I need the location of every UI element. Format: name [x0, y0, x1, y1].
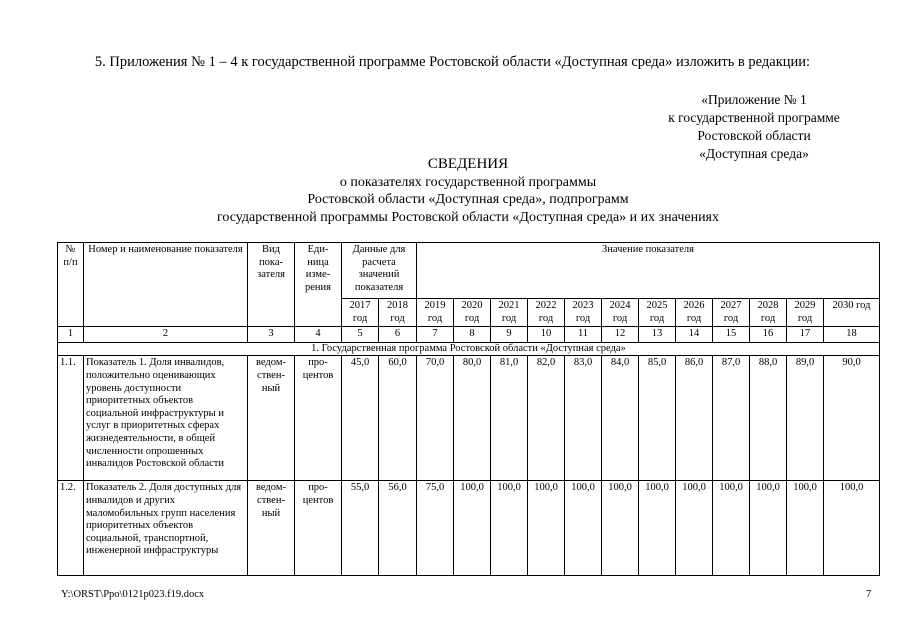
row-value: 86,0	[676, 356, 713, 481]
appendix-line: «Приложение № 1	[701, 92, 807, 107]
column-number: 18	[824, 327, 880, 343]
year-header: 2023 год	[565, 299, 602, 327]
row-kind: ведом-ствен-ный	[248, 481, 295, 576]
row-unit: про-центов	[295, 481, 342, 576]
column-number-row	[58, 327, 880, 343]
row-value: 55,0	[342, 481, 379, 576]
year-header: 2026 год	[676, 299, 713, 327]
row-value: 84,0	[602, 356, 639, 481]
row-value: 70,0	[417, 356, 454, 481]
column-number: 9	[491, 327, 528, 343]
row-value: 45,0	[342, 356, 379, 481]
table-row	[58, 481, 880, 576]
header-name: Номер и наименование показателя	[84, 243, 248, 327]
row-num: 1.2.	[58, 481, 84, 576]
row-value: 75,0	[417, 481, 454, 576]
footer-file-path: Y:\ORST\Ppo\0121p023.f19.docx	[61, 589, 205, 600]
column-number: 14	[676, 327, 713, 343]
row-value: 80,0	[454, 356, 491, 481]
column-number: 15	[713, 327, 750, 343]
row-value: 81,0	[491, 356, 528, 481]
title-line: Ростовской области «Доступная среда», подпрограмм	[307, 192, 629, 207]
appendix-line: Ростовской области	[697, 128, 811, 143]
section-row	[58, 342, 880, 356]
appendix-line: «Доступная среда»	[699, 146, 809, 161]
column-number: 5	[342, 327, 379, 343]
row-value: 87,0	[713, 356, 750, 481]
year-header: 2018 год	[379, 299, 417, 327]
header-unit: Еди-ница изме-рения	[295, 243, 342, 327]
column-number: 3	[248, 327, 295, 343]
year-header: 2025 год	[639, 299, 676, 327]
title-line: государственной программы Ростовской области «Доступная среда» и их значениях	[216, 209, 719, 225]
column-number: 10	[528, 327, 565, 343]
column-number: 8	[454, 327, 491, 343]
header-value: Значение показателя	[417, 243, 880, 299]
appendix-label	[650, 91, 858, 163]
year-header: 2022 год	[528, 299, 565, 327]
row-unit: про-центов	[295, 356, 342, 481]
column-number: 6	[379, 327, 417, 343]
row-value: 83,0	[565, 356, 602, 481]
row-value: 100,0	[565, 481, 602, 576]
column-number: 2	[84, 327, 248, 343]
row-value: 100,0	[639, 481, 676, 576]
row-value: 85,0	[639, 356, 676, 481]
row-value: 82,0	[528, 356, 565, 481]
year-header: 2017 год	[342, 299, 379, 327]
year-header: 2021 год	[491, 299, 528, 327]
row-value: 60,0	[379, 356, 417, 481]
row-value: 89,0	[787, 356, 824, 481]
row-value: 100,0	[491, 481, 528, 576]
title-heading: СВЕДЕНИЯ	[427, 156, 509, 172]
row-value: 100,0	[713, 481, 750, 576]
row-value: 56,0	[379, 481, 417, 576]
year-header: 2024 год	[602, 299, 639, 327]
year-header: 2019 год	[417, 299, 454, 327]
column-number: 13	[639, 327, 676, 343]
column-number: 11	[565, 327, 602, 343]
header-base: Данные для расчета значений показателя	[342, 243, 417, 299]
indicators-table	[57, 242, 880, 576]
column-number: 16	[750, 327, 787, 343]
table-row	[58, 356, 880, 481]
row-kind: ведом-ствен-ный	[248, 356, 295, 481]
row-value: 90,0	[824, 356, 880, 481]
row-value: 88,0	[750, 356, 787, 481]
row-value: 100,0	[750, 481, 787, 576]
row-value: 100,0	[602, 481, 639, 576]
year-header: 2027 год	[713, 299, 750, 327]
column-number: 1	[58, 327, 84, 343]
year-header: 2020 год	[454, 299, 491, 327]
row-value: 100,0	[528, 481, 565, 576]
page-number: 7	[866, 589, 872, 600]
header-row	[58, 243, 880, 299]
title-line: о показателях государственной программы	[339, 174, 597, 190]
intro-paragraph: 5. Приложения № 1 – 4 к государственной программе Ростовской области «Доступная среда» изложить в редакции:	[94, 54, 811, 70]
row-value: 100,0	[787, 481, 824, 576]
year-header: 2030 год	[824, 299, 880, 327]
header-num: № п/п	[58, 243, 84, 327]
column-number: 17	[787, 327, 824, 343]
row-value: 100,0	[454, 481, 491, 576]
section-title: 1. Государственная программа Ростовской области «Доступная среда»	[58, 342, 880, 356]
document-title	[0, 156, 905, 226]
year-header: 2028 год	[750, 299, 787, 327]
row-num: 1.1.	[58, 356, 84, 481]
column-number: 7	[417, 327, 454, 343]
row-name: Показатель 1. Доля инвалидов, положительно оценивающих уровень доступности приоритетных объектов социальной инфраструктуры и услуг в приоритетных сферах жизнедеятельности, в общей численности опрошенных инвалидов Ростовской области	[84, 356, 248, 481]
row-name: Показатель 2. Доля доступных для инвалидов и других маломобильных групп населения приоритетных объектов социальной, транспортной, инженерной инфраструктуры	[84, 481, 248, 576]
header-kind: Вид пока-зателя	[248, 243, 295, 327]
year-header: 2029 год	[787, 299, 824, 327]
appendix-line: к государственной программе	[668, 110, 840, 125]
row-value: 100,0	[824, 481, 880, 576]
column-number: 12	[602, 327, 639, 343]
column-number: 4	[295, 327, 342, 343]
row-value: 100,0	[676, 481, 713, 576]
